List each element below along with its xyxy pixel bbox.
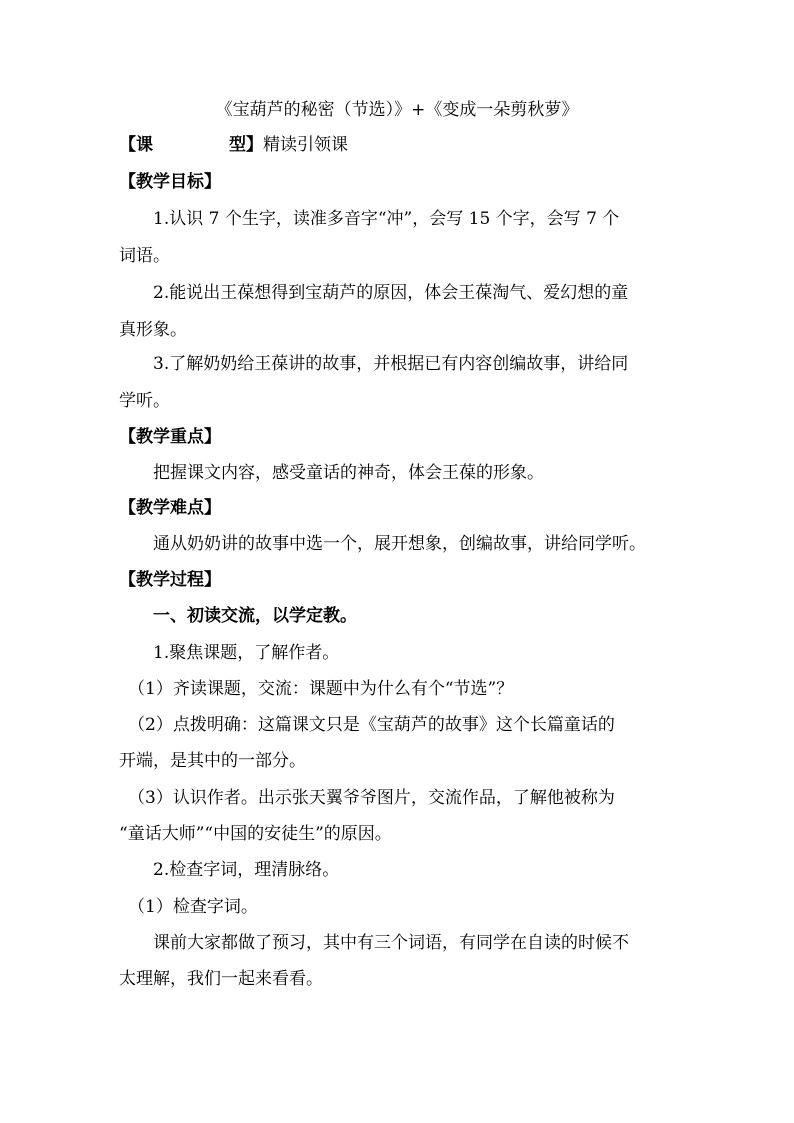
section-heading-process: 【教学过程】	[119, 570, 221, 590]
difficulties-text: 通从奶奶讲的故事中选一个，展开想象，创编故事，讲给同学听。	[153, 534, 646, 554]
section-heading-goals: 【教学目标】	[119, 172, 221, 192]
process-step1-item2-line2: 开端，是其中的一部分。	[119, 751, 306, 771]
lesson-type-value: 精读引领课	[263, 135, 348, 155]
goal-2-line2: 真形象。	[119, 320, 187, 340]
process-step1-item2-line1: （2）点拨明确：这篇课文只是《宝葫芦的故事》这个长篇童话的	[128, 715, 615, 735]
goal-1-line1: 1.认识 7 个生字，读准多音字“冲”，会写 15 个字，会写 7 个	[153, 209, 620, 229]
process-step1-item3-line1: （3）认识作者。出示张天翼爷爷图片，交流作品，了解他被称为	[128, 788, 615, 808]
process-part1-heading: 一、初读交流，以学定教。	[153, 606, 357, 626]
process-step2-text-line2: 太理解，我们一起来看看。	[119, 969, 323, 989]
lesson-type-label-close: 型】	[229, 135, 263, 155]
document-title: 《宝葫芦的秘密（节选）》+《变成一朵剪秋萝》	[215, 100, 579, 120]
process-step2-item1: （1）检查字词。	[128, 897, 258, 917]
goal-3-line1: 3.了解奶奶给王葆讲的故事，并根据已有内容创编故事，讲给同	[153, 354, 629, 374]
section-heading-key-points: 【教学重点】	[119, 427, 221, 447]
process-step1: 1.聚焦课题，了解作者。	[153, 643, 340, 663]
lesson-type-label-open: 【课	[119, 135, 153, 155]
lesson-type-line	[119, 134, 679, 156]
key-points-text: 把握课文内容，感受童话的神奇，体会王葆的形象。	[153, 463, 544, 483]
section-heading-difficulties: 【教学难点】	[119, 498, 221, 518]
process-step1-item1: （1）齐读课题，交流：课题中为什么有个“节选”？	[128, 679, 514, 699]
goal-2-line1: 2.能说出王葆想得到宝葫芦的原因，体会王葆淘气、爱幻想的童	[153, 283, 629, 303]
process-step2-text-line1: 课前大家都做了预习，其中有三个词语，有同学在自读的时候不	[153, 933, 629, 953]
goal-1-line2: 词语。	[119, 246, 170, 266]
process-step2: 2.检查字词，理清脉络。	[153, 860, 340, 880]
process-step1-item3-line2: “童话大师”“中国的安徒生”的原因。	[119, 824, 392, 844]
goal-3-line2: 学听。	[119, 391, 170, 411]
